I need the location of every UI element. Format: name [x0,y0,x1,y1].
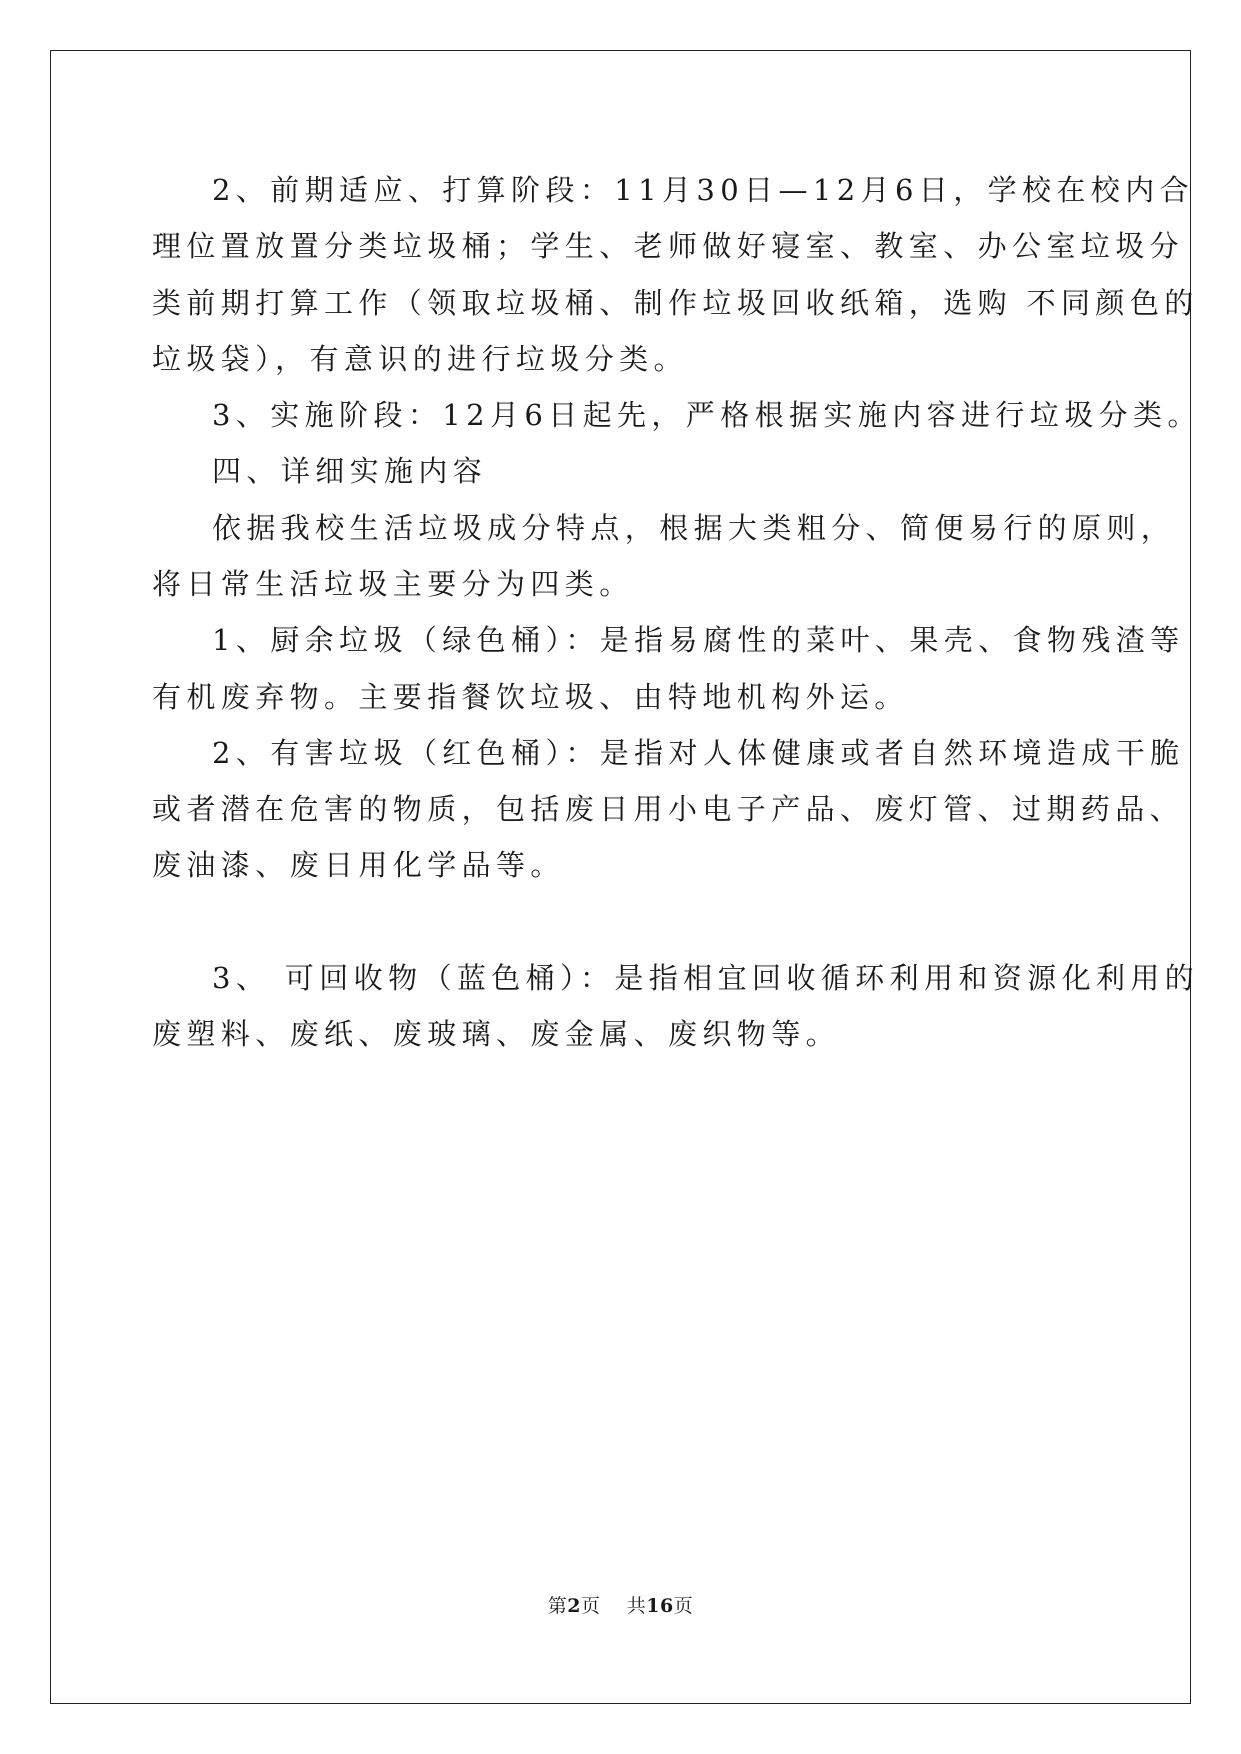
page-number: 2 [567,1595,582,1617]
page-footer [0,1594,1241,1618]
total-suffix: 页 [673,1595,694,1617]
intro-line-2: 将日常生活垃圾主要分为四类。 [152,567,634,601]
item-1-line-2: 有机废弃物。主要指餐饮垃圾、由特地机构外运。 [152,680,909,714]
item-3-line-1: 3、 可回收物（蓝色桶）：是指相宜回收循环利用和资源化利用的 [212,961,1200,995]
paragraph-2-line-4: 垃圾袋），有意识的进行垃圾分类。 [152,342,688,376]
item-2-line-1: 2、有害垃圾（红色桶）：是指对人体健康或者自然环境造成干脆 [212,736,1185,770]
page-prefix: 第 [547,1595,568,1617]
paragraph-3-line-1: 3、实施阶段：12月6日起先，严格根据实施内容进行垃圾分类。 [212,398,1202,432]
total-pages: 16 [646,1595,674,1617]
item-1-line-1: 1、厨余垃圾（绿色桶）：是指易腐性的菜叶、果壳、食物残渣等 [212,623,1185,657]
section-heading: 四、详细实施内容 [212,454,488,488]
paragraph-2-line-3: 类前期打算工作（领取垃圾桶、制作垃圾回收纸箱，选购 不同颜色的 [152,286,1199,320]
total-prefix: 共 [626,1595,647,1617]
page-suffix: 页 [581,1595,601,1617]
item-3-line-2: 废塑料、废纸、废玻璃、废金属、废织物等。 [152,1017,841,1051]
intro-line-1: 依据我校生活垃圾成分特点，根据大类粗分、简便易行的原则， [212,511,1176,545]
paragraph-2-line-1: 2、前期适应、打算阶段：11月30日—12月6日，学校在校内合 [212,173,1195,207]
item-2-line-3: 废油漆、废日用化学品等。 [152,848,565,882]
item-2-line-2: 或者潜在危害的物质，包括废日用小电子产品、废灯管、过期药品、 [152,792,1185,826]
paragraph-2-line-2: 理位置放置分类垃圾桶；学生、老师做好寝室、教室、办公室垃圾分 [152,229,1185,263]
